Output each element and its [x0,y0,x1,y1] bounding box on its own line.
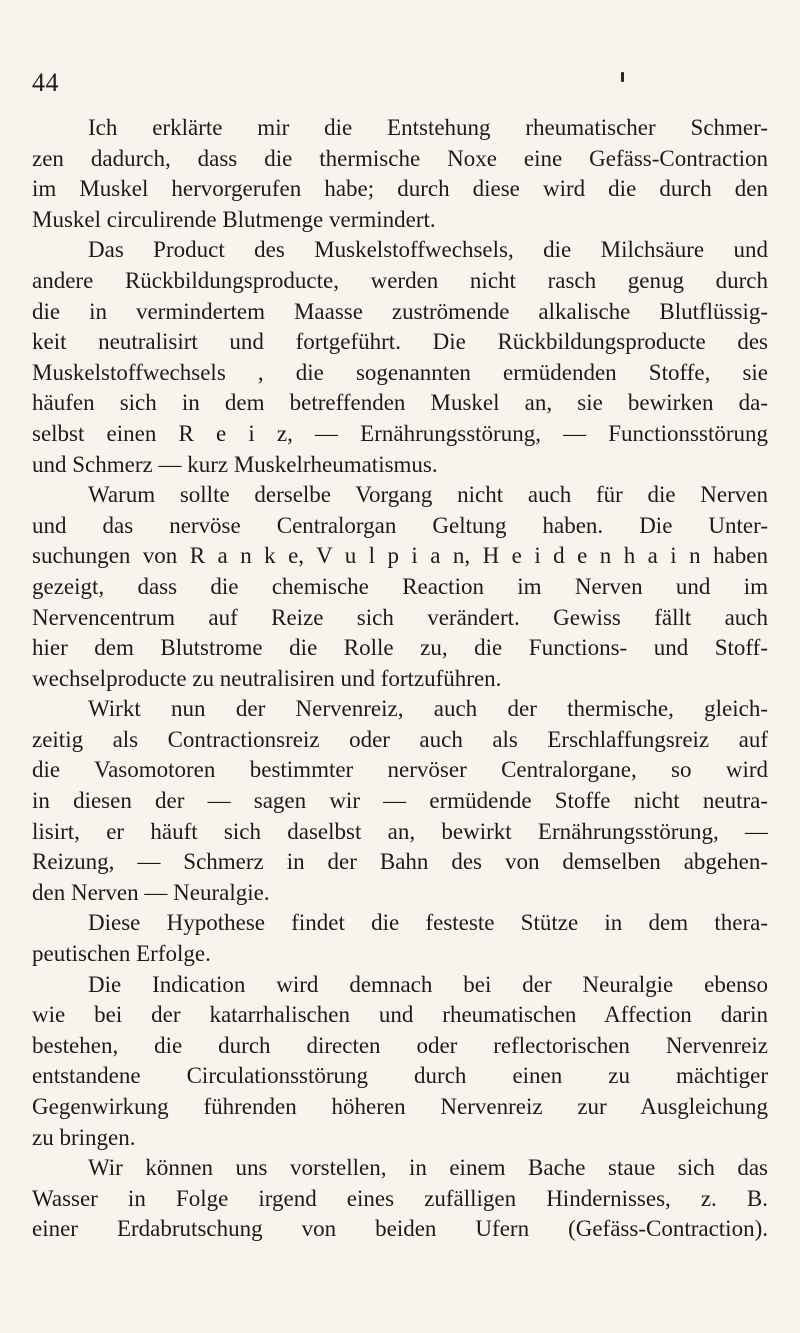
text-line: Wir können uns vorstellen, in einem Bache staue sich das [88,1155,768,1181]
text-line: zu bringen. [32,1124,136,1150]
text-line: einer Erdabrutschung von beiden Ufern (Gefäss-Contraction). [32,1216,768,1242]
text-line: zen dadurch, dass die thermische Noxe eine Gefäss-Contraction [32,145,768,171]
text-line: Diese Hypothese findet die festeste Stütze in dem thera- [88,910,768,936]
text-line: entstandene Circulationsstörung durch einen zu mächtiger [32,1063,768,1089]
text-line: keit neutralisirt und fortgeführt. Die Rückbildungsproducte des [32,329,768,355]
text-line: Das Product des Muskelstoffwechsels, die Milchsäure und [88,237,768,263]
text-line: bestehen, die durch directen oder reflectorischen Nervenreiz [32,1032,768,1058]
text-line: Muskel circulirende Blutmenge vermindert. [32,206,436,232]
text-line: die Vasomotoren bestimmter nervöser Centralorgane, so wird [32,757,768,783]
text-line: peutischen Erfolge. [32,941,211,967]
text-line: Wirkt nun der Nervenreiz, auch der thermische, gleich- [88,696,768,722]
print-mark [621,72,624,82]
text-line: Wasser in Folge irgend eines zufälligen Hindernisses, z. B. [32,1185,768,1211]
text-line: Ich erklärte mir die Entstehung rheumatischer Schmer- [88,115,768,140]
page-number: 44 [32,68,59,97]
text-line: in diesen der — sagen wir — ermüdende Stoffe nicht neutra- [32,788,768,814]
text-line: Die Indication wird demnach bei der Neuralgie ebenso [88,971,768,997]
body-text [32,113,768,1245]
text-line: Nervencentrum auf Reize sich verändert. Gewiss fällt auch [32,604,768,630]
text-line: Muskelstoffwechsels , die sogenannten ermüdenden Stoffe, sie [32,359,768,385]
text-line: und Schmerz — kurz Muskelrheumatismus. [32,451,438,477]
text-line: Warum sollte derselbe Vorgang nicht auch für die Nerven [88,482,768,508]
text-line: und das nervöse Centralorgan Geltung haben. Die Unter- [32,512,768,538]
text-line: selbst einen R e i z, — Ernährungsstörung, — Functionsstörung [32,420,768,446]
text-line: wechselproducte zu neutralisiren und fortzuführen. [32,665,502,691]
text-line: suchungen von R a n k e, V u l p i a n, H e i d e n h a i n haben [32,543,768,569]
text-line: hier dem Blutstrome die Rolle zu, die Functions- und Stoff- [32,635,768,661]
text-line: die in vermindertem Maasse zuströmende alkalische Blutflüssig- [32,298,768,324]
text-line: häufen sich in dem betreffenden Muskel an, sie bewirken da- [32,390,768,416]
text-line: andere Rückbildungsproducte, werden nicht rasch genug durch [32,267,768,293]
text-line: wie bei der katarrhalischen und rheumatischen Affection darin [32,1002,768,1028]
text-line: lisirt, er häuft sich daselbst an, bewirkt Ernährungsstörung, — [32,818,768,844]
text-line: zeitig als Contractionsreiz oder auch als Erschlaffungsreiz auf [32,726,768,752]
text-line: gezeigt, dass die chemische Reaction im Nerven und im [32,573,768,599]
text-line: den Nerven — Neuralgie. [32,879,270,905]
text-line: Gegenwirkung führenden höheren Nervenreiz zur Ausgleichung [32,1094,768,1119]
text-line: im Muskel hervorgerufen habe; durch diese wird die durch den [32,176,768,202]
text-line: Reizung, — Schmerz in der Bahn des von demselben abgehen- [32,849,768,875]
